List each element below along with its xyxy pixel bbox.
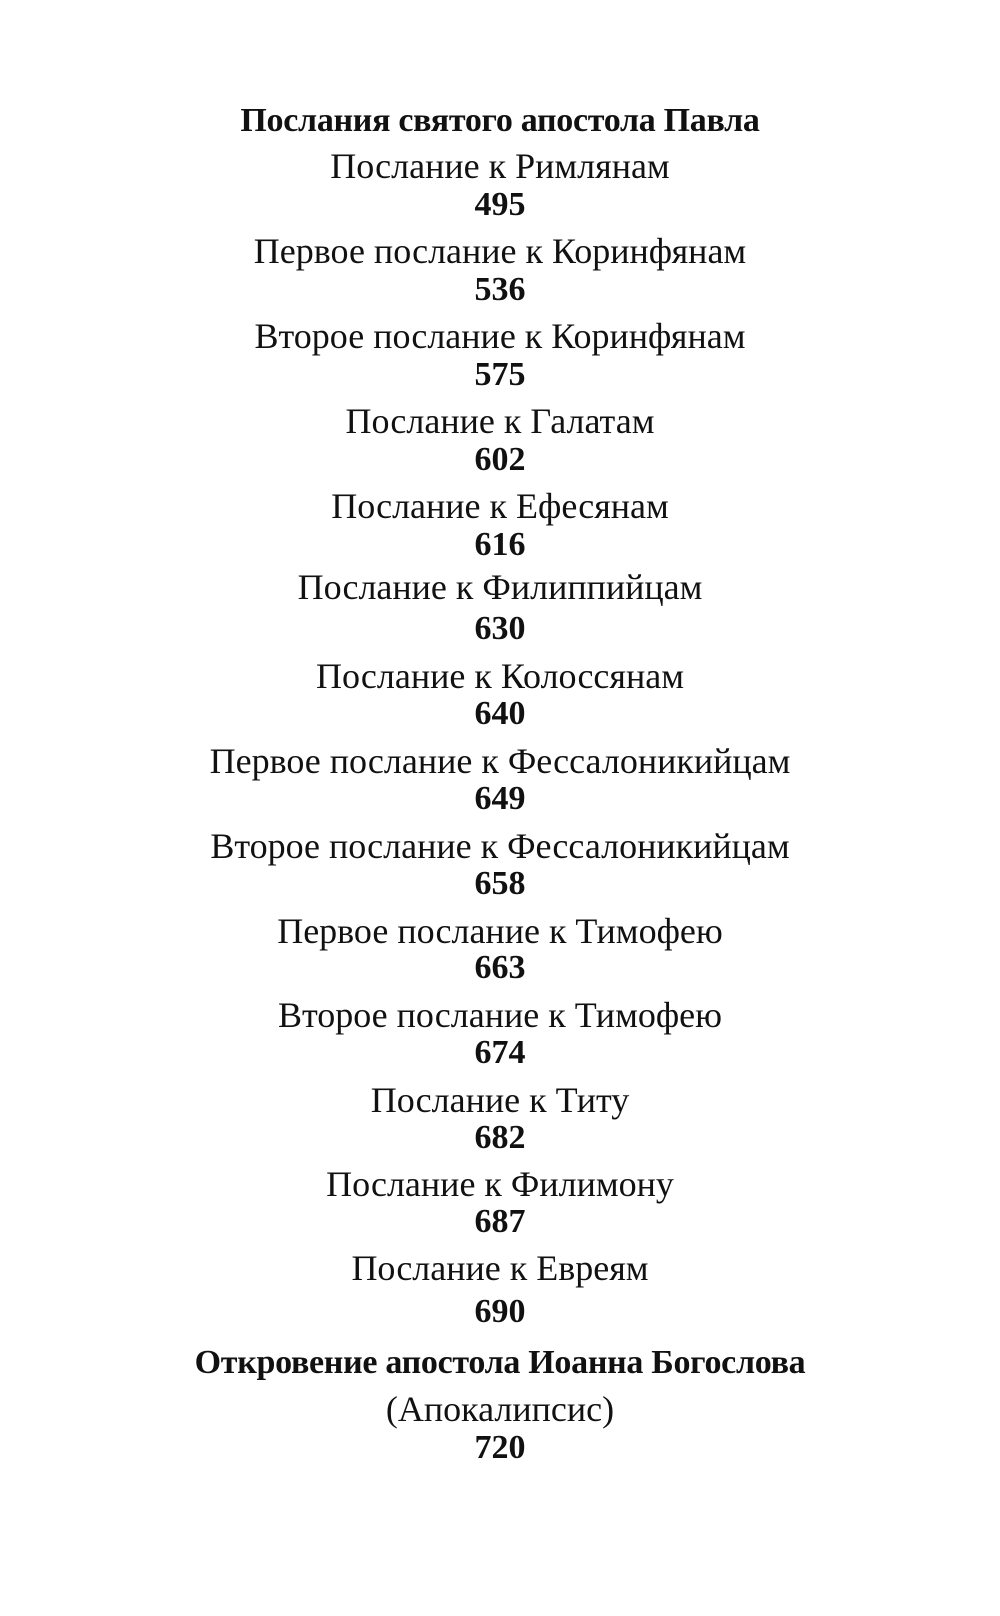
toc-entry-title-philemon: Послание к Филимону: [326, 1164, 674, 1204]
section-heading-pauline-epistles: Послания святого апостола Павла: [240, 102, 760, 139]
toc-entry-title-colossians: Послание к Колоссянам: [316, 656, 684, 696]
toc-entry-page-romans: 495: [474, 186, 526, 223]
toc-entry-title-romans: Послание к Римлянам: [330, 146, 670, 186]
toc-entry-page-philippians: 630: [474, 610, 526, 647]
toc-entry-title-titus: Послание к Титу: [370, 1080, 630, 1120]
toc-entry-page-2-corinthians: 575: [474, 356, 526, 393]
toc-entry-page-1-timothy: 663: [474, 949, 526, 986]
toc-entry-page-titus: 682: [474, 1119, 526, 1156]
toc-entry-page-revelation: 720: [474, 1429, 526, 1466]
toc-entry-subtitle-apocalypse: (Апокалипсис): [385, 1389, 615, 1429]
toc-entry-page-philemon: 687: [474, 1203, 526, 1240]
toc-entry-page-2-thessalonians: 658: [474, 865, 526, 902]
toc-entry-title-philippians: Послание к Филиппийцам: [297, 567, 703, 607]
toc-entry-title-hebrews: Послание к Евреям: [351, 1248, 649, 1288]
toc-entry-title-galatians: Послание к Галатам: [345, 401, 655, 441]
toc-entry-title-2-timothy: Второе послание к Тимофею: [277, 995, 723, 1035]
toc-entry-title-2-thessalonians: Второе послание к Фессалоникийцам: [210, 826, 790, 866]
toc-entry-title-1-timothy: Первое послание к Тимофею: [277, 911, 723, 951]
toc-entry-title-1-corinthians: Первое послание к Коринфянам: [253, 231, 747, 271]
toc-entry-page-hebrews: 690: [474, 1293, 526, 1330]
toc-entry-page-colossians: 640: [474, 695, 526, 732]
toc-entry-page-galatians: 602: [474, 441, 526, 478]
toc-entry-page-1-corinthians: 536: [474, 271, 526, 308]
toc-entry-title-1-thessalonians: Первое послание к Фессалоникийцам: [209, 741, 791, 781]
toc-entry-title-ephesians: Послание к Ефесянам: [331, 486, 669, 526]
toc-entry-page-ephesians: 616: [474, 526, 526, 563]
toc-entry-page-2-timothy: 674: [474, 1034, 526, 1071]
toc-entry-title-2-corinthians: Второе послание к Коринфянам: [254, 316, 746, 356]
toc-entry-page-1-thessalonians: 649: [474, 780, 526, 817]
section-heading-revelation: Откровение апостола Иоанна Богослова: [194, 1344, 806, 1381]
